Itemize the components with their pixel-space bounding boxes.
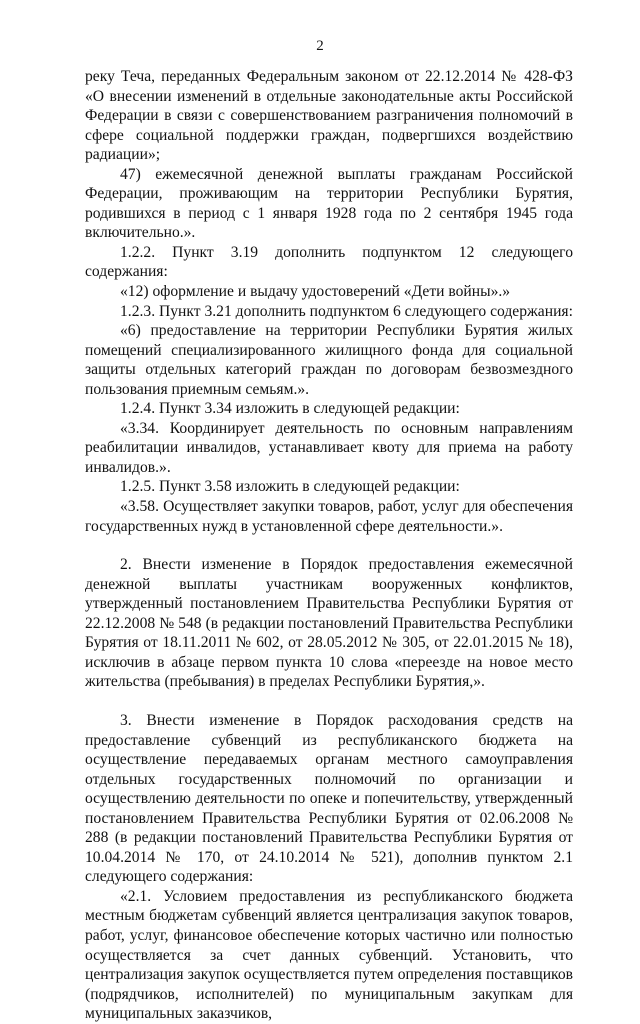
page-number: 2 (316, 38, 324, 54)
paragraph-quote-3-58: «3.58. Осуществляет закупки товаров, работ, услуг для обеспечения государственных нужд в установленной сфере деятельности.». (85, 498, 573, 535)
paragraph-quote-6: «6) предоставление на территории Республики Бурятия жилых помещений специализированного жилищного фонда для социальной защиты отдельных категорий граждан по договорам безвозмездного пользования приемным семьям.». (85, 322, 573, 398)
paragraph-1-2-4: 1.2.4. Пункт 3.34 изложить в следующей редакции: (120, 400, 460, 418)
paragraph-quote-3-34: «3.34. Координирует деятельность по основным направлениям реабилитации инвалидов, устанавливает квоту для приема на работу инвалидов.». (85, 419, 573, 476)
paragraph-quote-12: «12) оформление и выдачу удостоверений «Дети войны».» (120, 283, 511, 301)
paragraph-item-47: 47) ежемесячной денежной выплаты гражданам Российской Федерации, проживающим на территории Республики Бурятия, родившихся в период с 1 января 1928 года по 2 сентября 1945 года включительно.». (85, 165, 573, 242)
paragraph-section-2: 2. Внести изменение в Порядок предоставления ежемесячной денежной выплаты участникам вооруженных конфликтов, утвержденный постановлением Правительства Республики Бурятия от 22.12.2008 № 548 (в редакции постановлений Правительства Республики Бурятия от 18.11.2011 № 602, от 28.05.2012 № 305, от 22.01.2015 № 18), исключив в абзаце первом пункта 10 слова «переезде на новое место жительства (пребывания) в пределах Республики Бурятия,». (85, 556, 573, 691)
paragraph-1-2-3: 1.2.3. Пункт 3.21 дополнить подпунктом 6 следующего содержания: (120, 302, 573, 320)
paragraph-quote-2-1: «2.1. Условием предоставления из республиканского бюджета местным бюджетам субвенций является централизация закупок товаров, работ, услуг, финансовое обеспечение которых частично или полностью осуществляется за счет данных субвенций. Установить, что централизация закупок осуществляется путем определения поставщиков (подрядчиков, исполнителей) по муниципальным закупкам для муниципальных заказчиков, (85, 887, 573, 1023)
paragraph-section-3: 3. Внести изменение в Порядок расходования средств на предоставление субвенций из республиканского бюджета на осуществление передаваемых органам местного самоуправления отдельных государственных полномочий по организации и осуществлению деятельности по опеке и попечительству, утвержденный постановлением Правительства Республики Бурятия от 02.06.2008 № 288 (в редакции постановлений Правительства Республики Бурятия от 10.04.2014 № 170, от 24.10.2014 № 521), дополнив пунктом 2.1 следующего содержания: (85, 711, 573, 886)
paragraph-continuation: реку Теча, переданных Федеральным законом от 22.12.2014 № 428-ФЗ «О внесении изменений в отдельные законодательные акты Российской Федерации в связи с совершенствованием разграничения полномочий в сфере социальной поддержки граждан, подвергшихся воздействию радиации»; (85, 68, 573, 164)
paragraph-1-2-2: 1.2.2. Пункт 3.19 дополнить подпунктом 12 следующего содержания: (85, 243, 573, 281)
paragraph-1-2-5: 1.2.5. Пункт 3.58 изложить в следующей редакции: (120, 478, 460, 496)
document-body (85, 67, 573, 1024)
